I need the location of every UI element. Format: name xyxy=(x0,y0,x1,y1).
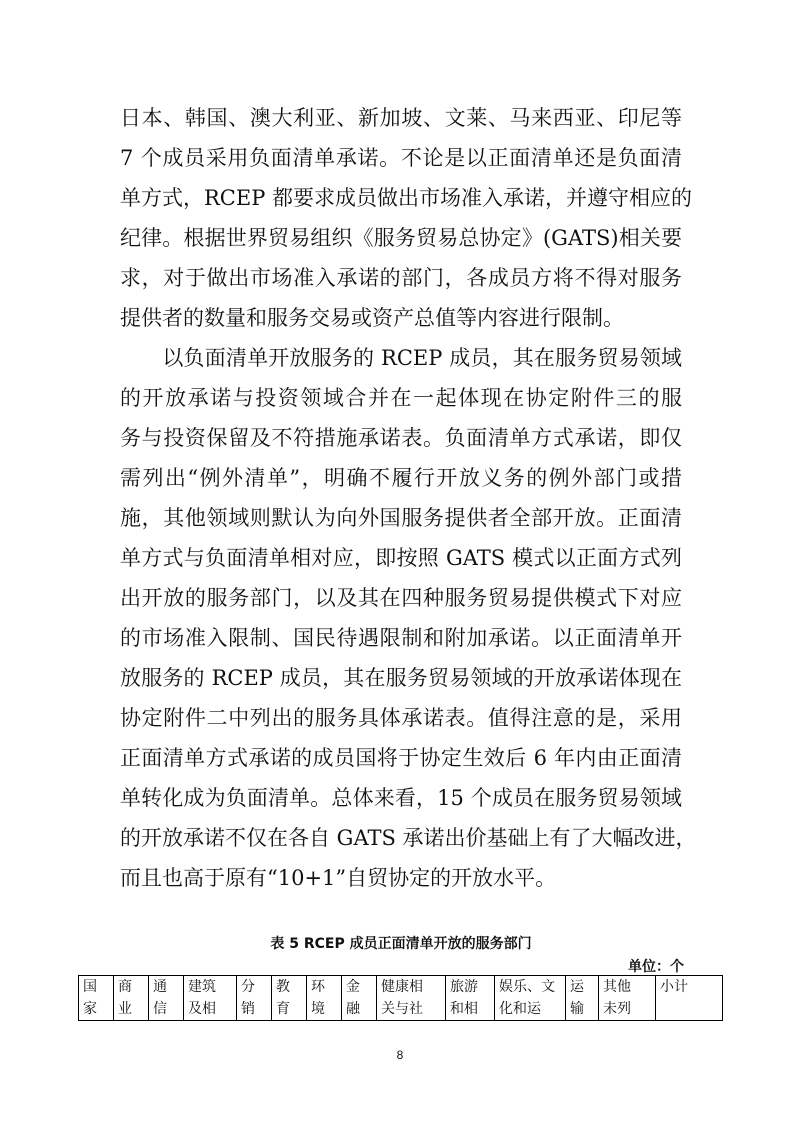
text-line: 协定附件二中列出的服务具体承诺表。值得注意的是，采用 xyxy=(120,706,682,730)
header-cell: 健康相 关与社 xyxy=(377,976,446,1021)
header-cell: 旅游 和相 xyxy=(446,976,495,1021)
text-line: 求，对于做出市场准入承诺的部门，各成员方将不得对服务 xyxy=(120,266,682,290)
header-cell: 娱乐、文 化和运 xyxy=(495,976,566,1021)
text-line: 出开放的服务部门，以及其在四种服务贸易提供模式下对应 xyxy=(120,586,682,610)
header-cell: 小计 xyxy=(656,976,723,1021)
header-cell: 其他 未列 xyxy=(599,976,656,1021)
text-line: 需列出“例外清单”，明确不履行开放义务的例外部门或措 xyxy=(120,466,682,490)
text-line: 提供者的数量和服务交易或资产总值等内容进行限制。 xyxy=(120,306,624,330)
text-line: 的开放承诺不仅在各自 GATS 承诺出价基础上有了大幅改进， xyxy=(120,826,697,850)
text-line: 日本、韩国、澳大利亚、新加坡、文莱、马来西亚、印尼等 xyxy=(120,106,682,130)
table-header-row xyxy=(79,976,723,1021)
text-line: 的开放承诺与投资领域合并在一起体现在协定附件三的服 xyxy=(120,386,682,410)
text-line: 以负面清单开放服务的 RCEP 成员，其在服务贸易领域 xyxy=(120,346,682,370)
header-cell: 金 融 xyxy=(342,976,377,1021)
header-cell: 运 输 xyxy=(566,976,599,1021)
header-cell: 通 信 xyxy=(149,976,184,1021)
text-line: 7 个成员采用负面清单承诺。不论是以正面清单还是负面清 xyxy=(120,146,682,170)
text-line: 单方式，RCEP 都要求成员做出市场准入承诺，并遵守相应的 xyxy=(120,186,693,210)
text-line: 放服务的 RCEP 成员，其在服务贸易领域的开放承诺体现在 xyxy=(120,666,682,690)
text-line: 单方式与负面清单相对应，即按照 GATS 模式以正面方式列 xyxy=(120,546,682,570)
text-line: 务与投资保留及不符措施承诺表。负面清单方式承诺，即仅 xyxy=(120,426,682,450)
paragraph-2 xyxy=(120,338,697,898)
table-unit: 单位：个 xyxy=(628,959,684,975)
page-number: 8 xyxy=(396,1048,404,1062)
header-cell: 环 境 xyxy=(307,976,342,1021)
text-line: 的市场准入限制、国民待遇限制和附加承诺。以正面清单开 xyxy=(120,626,682,650)
header-cell: 建筑 及相 xyxy=(184,976,237,1021)
text-line: 纪律。根据世界贸易组织《服务贸易总协定》(GATS)相关要 xyxy=(120,226,682,250)
text-line: 正面清单方式承诺的成员国将于协定生效后 6 年内由正面清 xyxy=(120,746,682,770)
text-line: 单转化成为负面清单。总体来看，15 个成员在服务贸易领域 xyxy=(120,786,682,810)
header-cell: 分 销 xyxy=(237,976,272,1021)
text-line: 施，其他领域则默认为向外国服务提供者全部开放。正面清 xyxy=(120,506,682,530)
text-line: 而且也高于原有“10+1”自贸协定的开放水平。 xyxy=(120,866,557,890)
header-cell: 国 家 xyxy=(79,976,114,1021)
header-cell: 教 育 xyxy=(272,976,307,1021)
sectors-table xyxy=(78,975,723,1021)
header-cell: 商 业 xyxy=(114,976,149,1021)
paragraph-1 xyxy=(120,98,693,338)
table-caption: 表 5 RCEP 成员正面清单开放的服务部门 xyxy=(270,936,532,952)
